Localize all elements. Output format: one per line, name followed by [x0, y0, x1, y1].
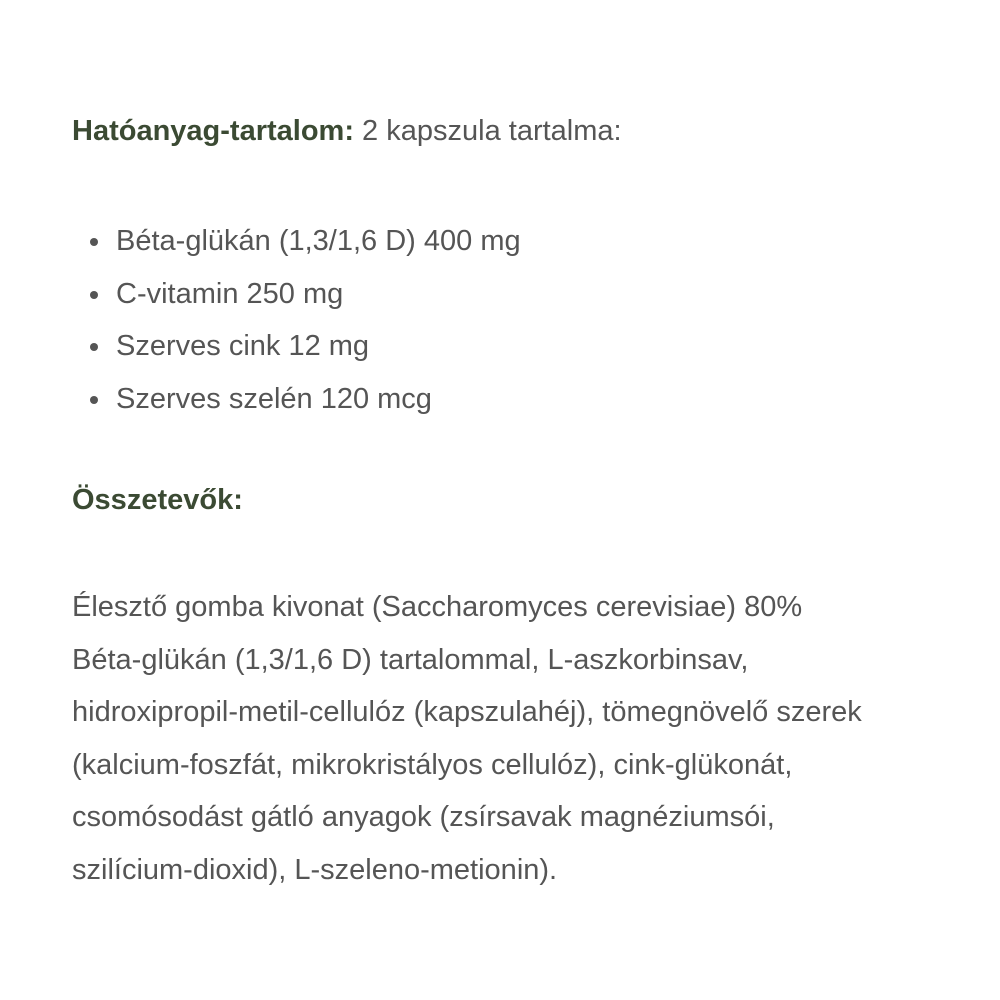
list-item — [72, 268, 521, 321]
ingredients-paragraph — [72, 581, 952, 896]
active-ingredients-subtext: 2 kapszula tartalma: — [354, 115, 622, 147]
ingredients-label: Összetevők: — [72, 484, 243, 516]
paragraph-line: szilícium-dioxid), L-szeleno-metionin). — [72, 853, 558, 886]
list-item — [72, 320, 521, 373]
active-ingredients-heading — [72, 111, 622, 151]
active-ingredients-list — [72, 215, 521, 425]
list-item-text: Szerves cink 12 mg — [116, 330, 370, 362]
bullet-icon — [90, 343, 98, 351]
list-item — [72, 373, 521, 426]
paragraph-line: hidroxipropil-metil-cellulóz (kapszulahéj), tömegnövelő szerek — [72, 696, 862, 728]
bullet-icon — [90, 396, 98, 404]
list-item-text: C-vitamin 250 mg — [116, 277, 344, 310]
paragraph-line: Béta-glükán (1,3/1,6 D) tartalommal, L-aszkorbinsav, — [72, 643, 749, 676]
paragraph-line: (kalcium-foszfát, mikrokristályos cellulóz), cink-glükonát, — [72, 748, 793, 781]
paragraph-line: Élesztő gomba kivonat (Saccharomyces cerevisiae) 80% — [72, 591, 803, 623]
bullet-icon — [90, 291, 98, 299]
active-ingredients-label: Hatóanyag-tartalom: — [72, 115, 354, 147]
bullet-icon — [90, 238, 98, 246]
list-item-text: Béta-glükán (1,3/1,6 D) 400 mg — [116, 225, 521, 257]
list-item — [72, 215, 521, 268]
ingredients-heading — [72, 480, 243, 520]
list-item-text: Szerves szelén 120 mcg — [116, 382, 432, 415]
paragraph-line: csomósodást gátló anyagok (zsírsavak magnéziumsói, — [72, 801, 775, 833]
